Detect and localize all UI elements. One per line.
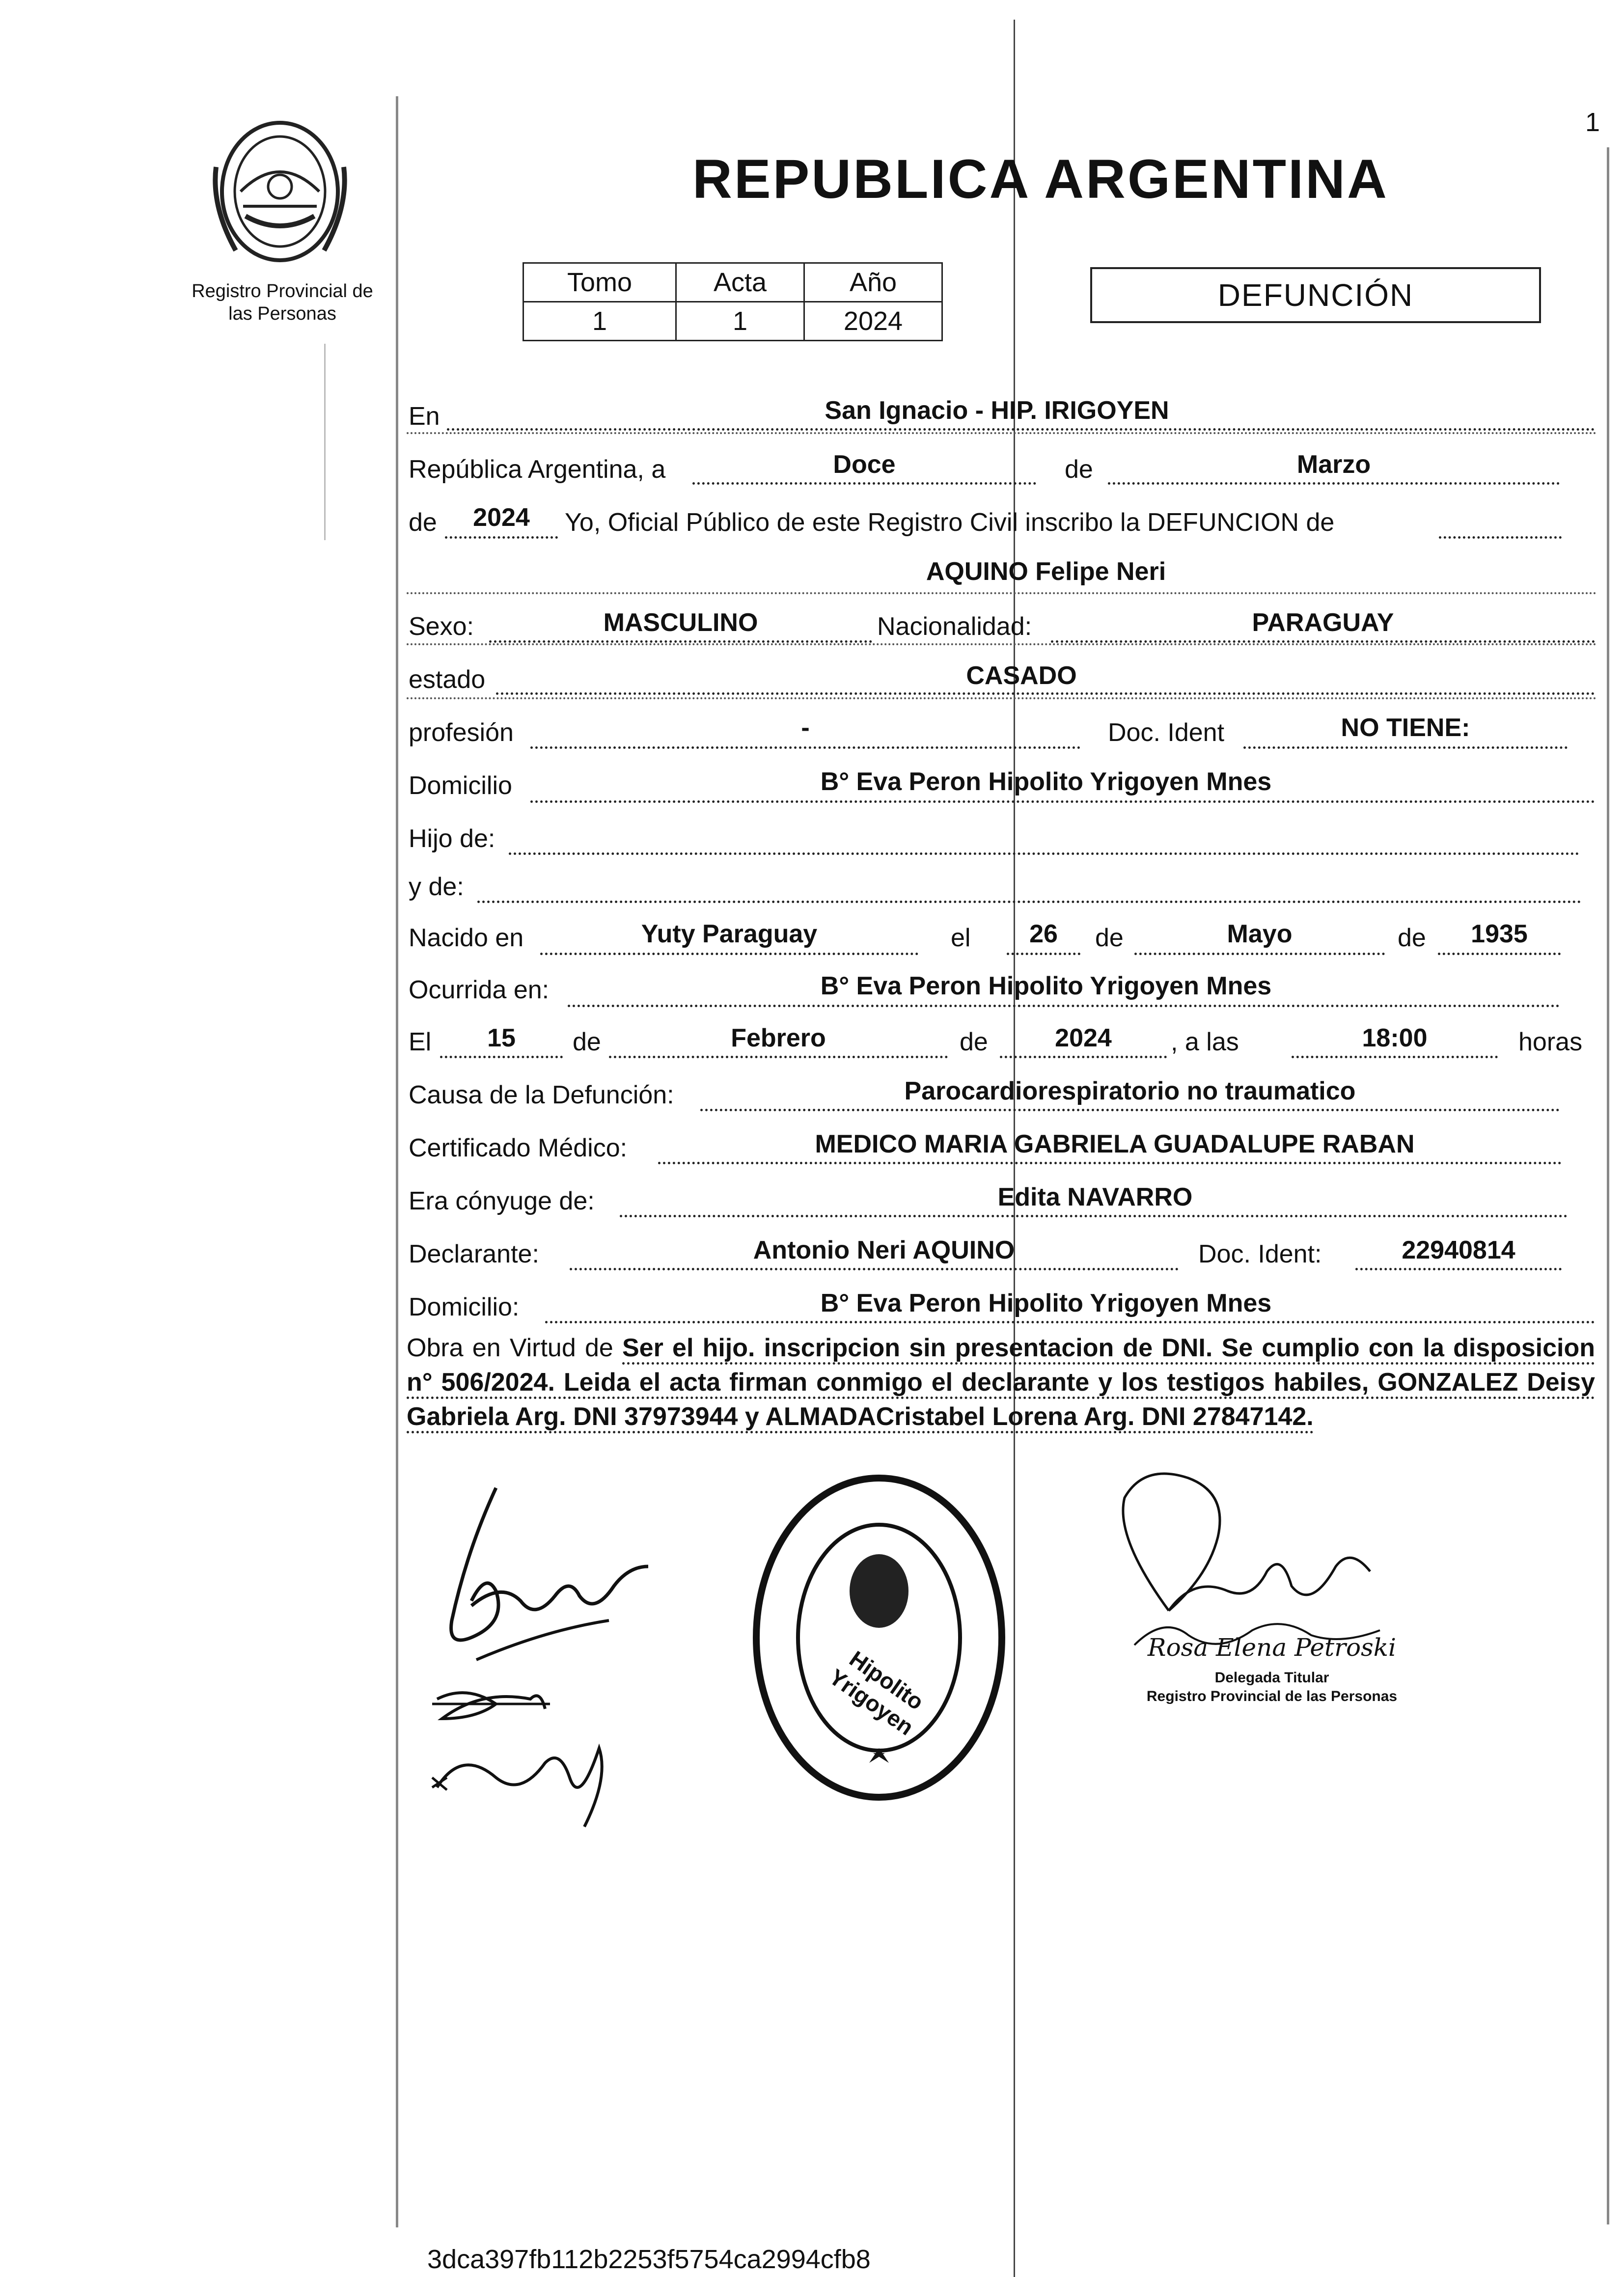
value-ano: 2024: [804, 302, 942, 341]
fill-line: [1000, 1056, 1167, 1058]
fill-line: [509, 852, 1579, 855]
record-type: DEFUNCIÓN: [1090, 267, 1541, 323]
province-seal: [206, 108, 354, 270]
death-time: 18:00: [1362, 1024, 1428, 1052]
document-hash: 3dca397fb112b2253f5754ca2994cfb8: [427, 2245, 871, 2274]
row-divider: [407, 697, 1597, 699]
de3-label: de: [1095, 924, 1124, 952]
fill-line: [1108, 482, 1560, 485]
page-number: 1: [1585, 108, 1600, 137]
sexo-label: Sexo:: [409, 612, 474, 641]
fill-line: [570, 1268, 1179, 1270]
cert-label: Certificado Médico:: [409, 1134, 628, 1162]
fill-line: [440, 1056, 563, 1058]
official-signature: [1105, 1468, 1409, 1655]
nacionalidad-value: PARAGUAY: [1252, 608, 1394, 637]
fill-line: [692, 482, 1036, 485]
fill-line: [568, 1005, 1560, 1007]
scan-line-left: [396, 96, 398, 2227]
fill-line: [1439, 536, 1562, 539]
republica-label: República Argentina, a: [409, 455, 666, 484]
deceased-name: AQUINO Felipe Neri: [926, 557, 1166, 586]
profesion-label: profesión: [409, 718, 514, 747]
fill-line: [620, 1215, 1568, 1217]
fill-line: [489, 640, 872, 643]
doc-value: NO TIENE:: [1341, 713, 1470, 742]
year-value: 2024: [473, 503, 530, 532]
fill-line: [477, 901, 1581, 903]
estado-value: CASADO: [966, 661, 1077, 690]
place-value: San Ignacio - HIP. IRIGOYEN: [825, 396, 1169, 425]
death-month: Febrero: [731, 1024, 826, 1052]
official-name: Rosa Elena Petroski: [1147, 1633, 1397, 1662]
en-label: En: [409, 402, 440, 431]
fill-line: [1438, 953, 1561, 955]
de-label: de: [1065, 455, 1093, 484]
yde-label: y de:: [409, 873, 464, 901]
conyuge-label: Era cónyuge de:: [409, 1187, 595, 1215]
alas-label: , a las: [1171, 1028, 1239, 1056]
birth-month: Mayo: [1227, 920, 1293, 948]
causa-value: Parocardiorespiratorio no traumatico: [904, 1077, 1356, 1105]
header-acta: Acta: [676, 263, 804, 302]
fill-line: [496, 692, 1595, 695]
fill-line: [1134, 953, 1385, 955]
fill-line: [700, 1109, 1560, 1111]
fill-line: [530, 746, 1080, 749]
month-text: Marzo: [1296, 450, 1371, 479]
observations-paragraph: [407, 1331, 1595, 1434]
issuer-name: Registro Provincial de las Personas: [192, 281, 373, 324]
doc-label: Doc. Ident: [1108, 718, 1225, 747]
declarant-signature: [422, 1473, 697, 1856]
ocurrida-label: Ocurrida en:: [409, 976, 550, 1004]
statement-text: Yo, Oficial Público de este Registro Civil inscribo la DEFUNCION de: [565, 508, 1335, 537]
fill-line: [1292, 1056, 1498, 1058]
domicilio-label: Domicilio: [409, 771, 512, 800]
header-tomo: Tomo: [523, 263, 676, 302]
de6-label: de: [960, 1028, 988, 1056]
domicilio2-label: Domicilio:: [409, 1293, 520, 1321]
declarante-value: Antonio Neri AQUINO: [753, 1236, 1015, 1264]
death-day: 15: [487, 1024, 516, 1052]
value-tomo: 1: [523, 302, 676, 341]
fill-line: [1243, 746, 1568, 749]
document-title: REPUBLICA ARGENTINA: [692, 148, 1389, 210]
domicilio-value: B° Eva Peron Hipolito Yrigoyen Mnes: [820, 768, 1272, 796]
causa-label: Causa de la Defunción:: [409, 1081, 674, 1109]
fill-line: [609, 1056, 948, 1058]
row-divider: [407, 643, 1597, 645]
scan-line-margin: [324, 344, 326, 540]
official-org: Registro Provincial de las Personas: [1146, 1688, 1398, 1704]
header-ano: Año: [804, 263, 942, 302]
scan-line-right: [1607, 147, 1609, 2224]
nacido-value: Yuty Paraguay: [641, 920, 818, 948]
birth-year: 1935: [1471, 920, 1528, 948]
sexo-value: MASCULINO: [603, 608, 758, 637]
death-year: 2024: [1055, 1024, 1112, 1052]
de2-label: de: [409, 508, 437, 537]
nacionalidad-label: Nacionalidad:: [877, 612, 1032, 641]
cert-value: MEDICO MARIA GABRIELA GUADALUPE RABAN: [815, 1130, 1415, 1158]
domicilio2-value: B° Eva Peron Hipolito Yrigoyen Mnes: [820, 1289, 1272, 1317]
horas-label: horas: [1518, 1028, 1583, 1056]
official-role: Delegada Titular: [1214, 1670, 1329, 1686]
obra-label: Obra en Virtud de: [407, 1334, 613, 1362]
record-table: [523, 262, 943, 341]
el2-label: El: [409, 1028, 432, 1056]
el-label: el: [951, 924, 971, 952]
value-acta: 1: [676, 302, 804, 341]
fill-line: [1355, 1268, 1562, 1270]
doc2-value: 22940814: [1402, 1236, 1515, 1264]
nacido-label: Nacido en: [409, 924, 524, 952]
conyuge-value: Edita NAVARRO: [997, 1183, 1193, 1211]
profesion-value: -: [801, 713, 810, 742]
de5-label: de: [573, 1028, 601, 1056]
fill-line: [658, 1162, 1562, 1164]
fill-line: [445, 536, 558, 539]
fill-line: [530, 800, 1595, 803]
stamp-center-text: Hipolito Yrigoyen: [824, 1646, 929, 1740]
de4-label: de: [1398, 924, 1426, 952]
day-text: Doce: [833, 450, 896, 479]
row-divider: [407, 432, 1597, 434]
doc2-label: Doc. Ident:: [1198, 1240, 1322, 1268]
declarante-label: Declarante:: [409, 1240, 539, 1268]
fill-line: [447, 428, 1595, 431]
fill-line: [540, 953, 918, 955]
fill-line: [1051, 640, 1595, 643]
fill-line: [545, 1321, 1595, 1323]
birth-day: 26: [1029, 920, 1058, 948]
obra-text: Ser el hijo. inscripcion sin presentacion de DNI. Se cumplio con la disposicion n° 506/2024. Leida el acta firman conmigo el declarante y los testigos habiles, GONZALEZ Deisy Gabriela Arg. DNI 37973944 y ALMADACristabel Lorena Arg. DNI 27847142.: [407, 1334, 1595, 1433]
hijo-label: Hijo de:: [409, 824, 495, 853]
ocurrida-value: B° Eva Peron Hipolito Yrigoyen Mnes: [820, 972, 1272, 1000]
fill-line: [1007, 953, 1080, 955]
estado-label: estado: [409, 665, 486, 694]
row-divider: [407, 592, 1597, 594]
